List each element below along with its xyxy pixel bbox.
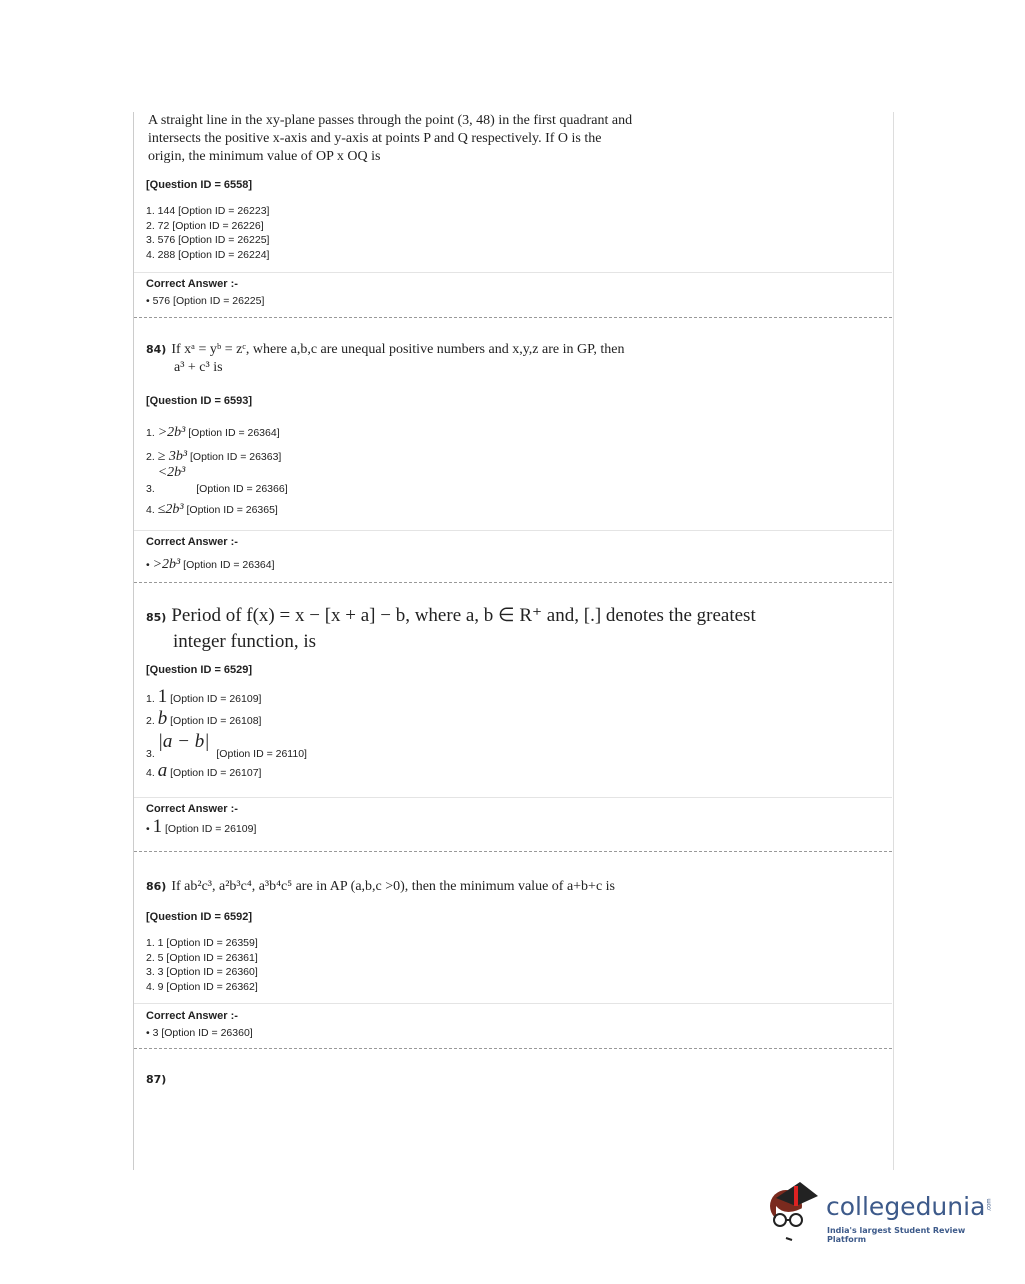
- question-id: [Question ID = 6529]: [146, 664, 253, 676]
- question-id: [Question ID = 6592]: [146, 911, 253, 923]
- text-line: intersects the positive x-axis and y-axis at points P and Q respectively. If O is the: [148, 131, 602, 146]
- mascot-icon: [766, 1176, 826, 1246]
- logo-tagline: India's largest Student Review Platform: [827, 1226, 966, 1244]
- text-line: origin, the minimum value of OP x OQ is: [148, 149, 381, 164]
- question-86-text: [146, 878, 615, 896]
- options-list: [146, 204, 269, 262]
- question-number: 85): [146, 611, 167, 624]
- option: 4. 9 [Option ID = 26362]: [146, 980, 258, 993]
- correct-answer: • 1 [Option ID = 26109]: [146, 816, 257, 837]
- text-line: integer function, is: [173, 631, 316, 652]
- question-separator: [134, 582, 892, 583]
- options-list: [146, 936, 258, 994]
- correct-answer-label: Correct Answer :-: [146, 1010, 238, 1022]
- question-number: 86): [146, 880, 167, 893]
- option: 2. b [Option ID = 26108]: [146, 708, 262, 729]
- option: 3. 3 [Option ID = 26360]: [146, 966, 258, 978]
- correct-answer-label: Correct Answer :-: [146, 278, 238, 290]
- correct-answer-label: Correct Answer :-: [146, 536, 238, 548]
- option: 2. 72 [Option ID = 26226]: [146, 219, 264, 232]
- correct-answer-label: Correct Answer :-: [146, 803, 238, 815]
- divider: [134, 1003, 892, 1004]
- text-line: If xᵃ = yᵇ = zᶜ, where a,b,c are unequal positive numbers and x,y,z are in GP, then: [171, 342, 625, 357]
- option: 1. 1 [Option ID = 26359]: [146, 937, 258, 949]
- option: 3. |a − b| [Option ID = 26110]: [146, 731, 307, 760]
- logo-wordmark: collegedunia: [826, 1192, 986, 1221]
- question-separator: [134, 851, 892, 852]
- logo-suffix: .com: [986, 1198, 993, 1212]
- question-separator: [134, 1048, 892, 1049]
- option: 4. a [Option ID = 26107]: [146, 760, 262, 781]
- collegedunia-logo: [766, 1176, 996, 1248]
- question-id: [Question ID = 6593]: [146, 395, 253, 407]
- question-84-text: [146, 341, 624, 377]
- text-line: A straight line in the xy-plane passes through the point (3, 48) in the first quadrant and: [148, 113, 633, 128]
- question-number: 87): [146, 1073, 167, 1086]
- option: 4. ≤2b³ [Option ID = 26365]: [146, 502, 278, 517]
- divider: [134, 272, 892, 273]
- option: 3. <2b³ [Option ID = 26366]: [146, 465, 288, 495]
- text-line: If ab²c³, a²b³c⁴, a³b⁴c⁵ are in AP (a,b,c >0), then the minimum value of a+b+c is: [171, 879, 616, 894]
- option: 1. 1 [Option ID = 26109]: [146, 686, 262, 707]
- text-line: a³ + c³ is: [174, 360, 223, 375]
- text-line: Period of f(x) = x − [x + a] − b, where a, b ∈ R⁺ and, [.] denotes the greatest: [171, 605, 756, 626]
- question-id: [Question ID = 6558]: [146, 179, 253, 191]
- correct-answer: • 576 [Option ID = 26225]: [146, 295, 265, 307]
- question-number: 84): [146, 343, 167, 356]
- question-83-text: [148, 112, 632, 166]
- divider: [134, 530, 892, 531]
- correct-answer: • 3 [Option ID = 26360]: [146, 1027, 253, 1039]
- correct-answer-value: 3 [Option ID = 26360]: [152, 1027, 253, 1039]
- option: 2. 5 [Option ID = 26361]: [146, 951, 258, 964]
- correct-answer: • >2b³ [Option ID = 26364]: [146, 557, 275, 572]
- divider: [134, 797, 892, 798]
- option: 4. 288 [Option ID = 26224]: [146, 248, 270, 261]
- option: 1. >2b³ [Option ID = 26364]: [146, 425, 280, 440]
- option: 3. 576 [Option ID = 26225]: [146, 234, 270, 246]
- question-85-text: [146, 604, 756, 654]
- option: 1. 144 [Option ID = 26223]: [146, 205, 270, 217]
- option: 2. ≥ 3b³ [Option ID = 26363]: [146, 449, 282, 464]
- correct-answer-value: 576 [Option ID = 26225]: [152, 295, 265, 307]
- question-separator: [134, 317, 892, 318]
